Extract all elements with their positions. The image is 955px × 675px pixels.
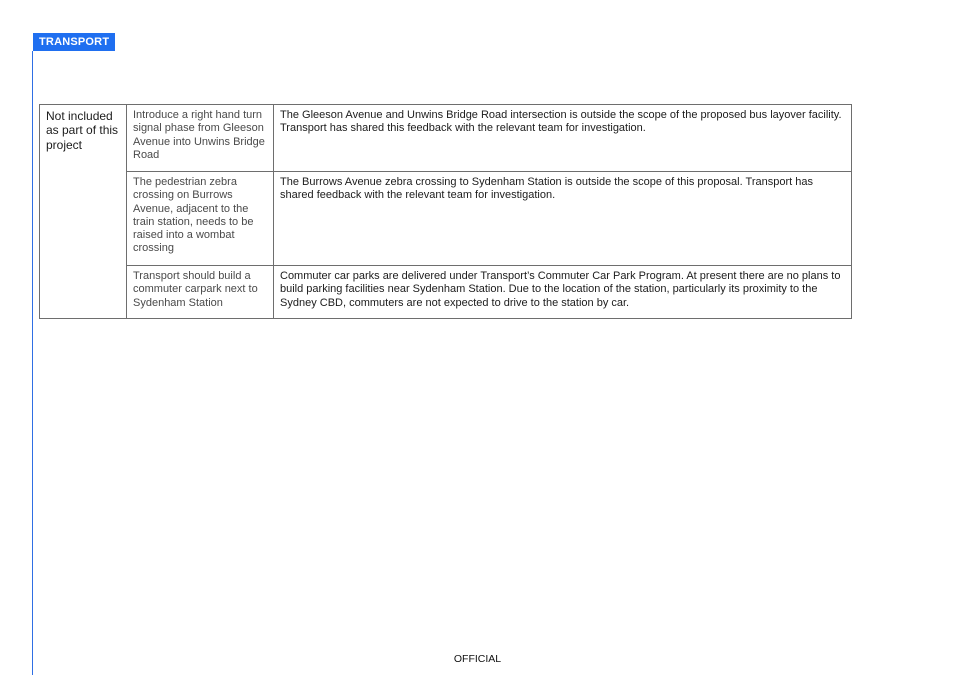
category-cell: Not included as part of this project [40, 105, 127, 319]
issue-cell: The pedestrian zebra crossing on Burrows Avenue, adjacent to the train station, needs to be raised into a wombat crossing [127, 172, 274, 266]
response-cell: Commuter car parks are delivered under Transport’s Commuter Car Park Program. At present there are no plans to build parking facilities near Sydenham Station. Due to the location of the station, particularly its proximity to the Sydney CBD, commuters are not expected to drive to the station by car. [274, 266, 852, 319]
left-margin-rule [32, 51, 33, 675]
table-row [40, 105, 852, 172]
issue-cell: Introduce a right hand turn signal phase from Gleeson Avenue into Unwins Bridge Road [127, 105, 274, 172]
response-cell: The Gleeson Avenue and Unwins Bridge Road intersection is outside the scope of the proposed bus layover facility. Transport has shared this feedback with the relevant team for investigation. [274, 105, 852, 172]
table-row [40, 172, 852, 266]
response-cell: The Burrows Avenue zebra crossing to Sydenham Station is outside the scope of this proposal. Transport has shared feedback with the relevant team for investigation. [274, 172, 852, 266]
feedback-table [39, 104, 852, 319]
table-row [40, 266, 852, 319]
classification-footer: OFFICIAL [453, 653, 502, 665]
issue-cell: Transport should build a commuter carpark next to Sydenham Station [127, 266, 274, 319]
brand-tag: TRANSPORT [33, 33, 115, 51]
